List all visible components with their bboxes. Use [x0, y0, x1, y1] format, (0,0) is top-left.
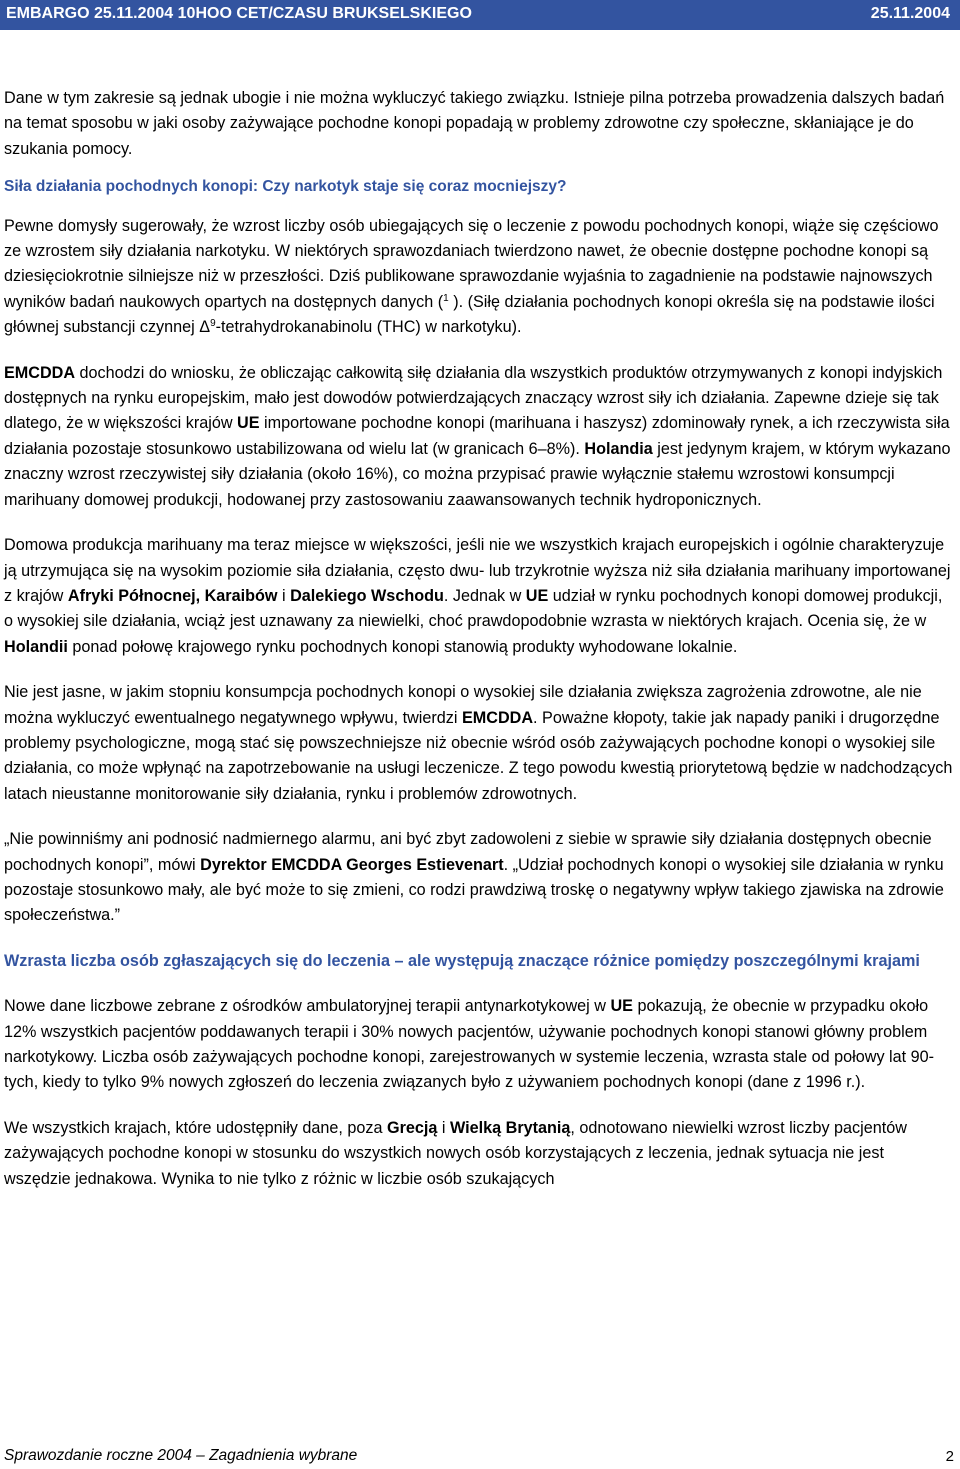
paragraph-8: We wszystkich krajach, które udostępniły dane, poza Grecją i Wielką Brytanią, odnotowano niewielki wzrost liczby pacjentów zażywających pochodne konopi w stosunku do wszystkich nowych osób korzystających z leczenia, jednak sytuacja nie jest wszędzie jednakowa. Wynika to nie tylko z różnic w liczbie osób szukających [4, 1118, 907, 1188]
paragraph-5: Nie jest jasne, w jakim stopniu konsumpcja pochodnych konopi o wysokiej sile działania zwiększa zagrożenia zdrowotne, ale nie można wykluczyć ewentualnego negatywnego wpływu, twierdzi EMCDDA. Poważne kłopoty, takie jak napady paniki i drugorzędne problemy psychologiczne, mogą stać się powszechniejsze niż obecnie wśród osób zażywających pochodne konopi o wysokiej sile działania, co może wpłynąć na zapotrzebowanie na usługi leczenicze. Z tego powodu kwestią priorytetową będzie w nadchodzących latach nieustanne monitorowanie siły działania, rynku i problemów zdrowotnych. [4, 683, 953, 803]
embargo-label: EMBARGO 25.11.2004 10HOO CET/CZASU BRUKSELSKIEGO [6, 5, 472, 22]
delta-symbol: Δ [199, 318, 211, 337]
paragraph-4: Domowa produkcja marihuany ma teraz miejsce w większości, jeśli nie we wszystkich krajach europejskich i ogólnie charakteryzuje ją utrzymująca się na wysokim poziomie siła działania, często dwu- lub trzykrotnie wyższa niż siła działania marihuany importowanej z krajów Afryki Północnej, Karaibów i Dalekiego Wschodu. Jednak w UE udział w rynku pochodnych konopi domowej produkcji, o wysokiej sile działania, wciąż jest uznawany za niewielki, choć prawdopodobnie wzrasta w niektórych krajach. Ocenia się, że w Holandii ponad połowę krajowego rynku pochodnych konopi stanowią produkty wyhodowane lokalnie. [4, 536, 951, 656]
section-heading-treatment: Wzrasta liczba osób zgłaszających się do leczenia – ale występują znaczące różnice pomiędzy poszczególnymi krajami [4, 951, 920, 970]
section-heading-potency: Siła działania pochodnych konopi: Czy narkotyk staje się coraz mocniejszy? [4, 178, 567, 196]
paragraph-2: Pewne domysły sugerowały, że wzrost liczby osób ubiegających się o leczenie z powodu pochodnych konopi, wiąże się częściowo ze wzrostem siły działania narkotyku. W niektórych sprawozdaniach twierdzono nawet, że obecnie dostępne pochodne konopi są dziesięciokrotnie silniejsze niż w przeszłości. Dziś publikowane sprawozdanie wyjaśnia to zagadnienie na podstawie najnowszych wyników badań naukowych opartych na dostępnych danych ($^1$ ). (Siłę działania pochodnych konopi określa się na podstawie ilości głównej substancji czynnej $\Delta^9$-tetrahydrokanabinolu (THC) w narkotyku). [4, 216, 939, 337]
paragraph-1: Dane w tym zakresie są jednak ubogie i nie można wykluczyć takiego związku. Istnieje pilna potrzeba prowadzenia dalszych badań na temat sposobu w jaki osoby zażywające pochodne konopi popadają w problemy zdrowotne czy społeczne, skłaniające je do szukania pomocy. [4, 89, 945, 158]
paragraph-3: EMCDDA dochodzi do wniosku, że obliczając całkowitą siłę działania dla wszystkich produktów otrzymywanych z konopi indyjskich dostępnych na rynku europejskim, mało jest dowodów potwierdzających znaczący wzrost siły ich działania. Zapewne dzieje się tak dlatego, że w większości krajów UE importowane pochodne konopi (marihuana i haszysz) zdominowały rynek, a ich rzeczywista siła działania pozostaje stosunkowo ustabilizowana od wielu lat (w granicach 6–8%). Holandia jest jedynym krajem, w którym wykazano znaczny wzrost rzeczywistej siły działania (około 16%), co można przypisać prawie wyłącznie stałemu wzrostowi konsumpcji marihuany domowej produkcji, hodowanej przy zastosowaniu zaawansowanych technik hydroponicznych. [4, 363, 951, 509]
page-number: 2 [945, 1448, 954, 1465]
document-body [4, 86, 954, 1212]
page-footer [4, 1447, 954, 1465]
embargo-header [0, 0, 960, 30]
paragraph-7: Nowe dane liczbowe zebrane z ośrodków ambulatoryjnej terapii antynarkotykowej w UE pokazują, że obecnie w przypadku około 12% wszystkich pacjentów poddawanych terapii i 30% nowych pacjentów, używanie pochodnych konopi stanowi główny problem narkotykowy. Liczba osób zażywających pochodne konopi, zarejestrowanych w systemie leczenia, wzrasta stale od połowy lat 90-tych, kiedy to tylko 9% nowych zgłoszeń do leczenia związanych było z używaniem pochodnych konopi (dane z 1996 r.). [4, 997, 935, 1092]
paragraph-6-quote: „Nie powinniśmy ani podnosić nadmiernego alarmu, ani być zbyt zadowoleni z siebie w sprawie siły działania dostępnych obecnie pochodnych konopi”, mówi Dyrektor EMCDDA Georges Estievenart. „Udział pochodnych konopi o wysokiej sile działania w rynku pozostaje stosunkowo mały, ale być może to się zmieni, co rodzi prawdziwą troskę o negatywny wpływ takiego zjawiska na zdrowie społeczeństwa.” [4, 830, 944, 925]
footer-title: Sprawozdanie roczne 2004 – Zagadnienia wybrane [4, 1447, 358, 1464]
header-date: 25.11.2004 [870, 5, 950, 22]
